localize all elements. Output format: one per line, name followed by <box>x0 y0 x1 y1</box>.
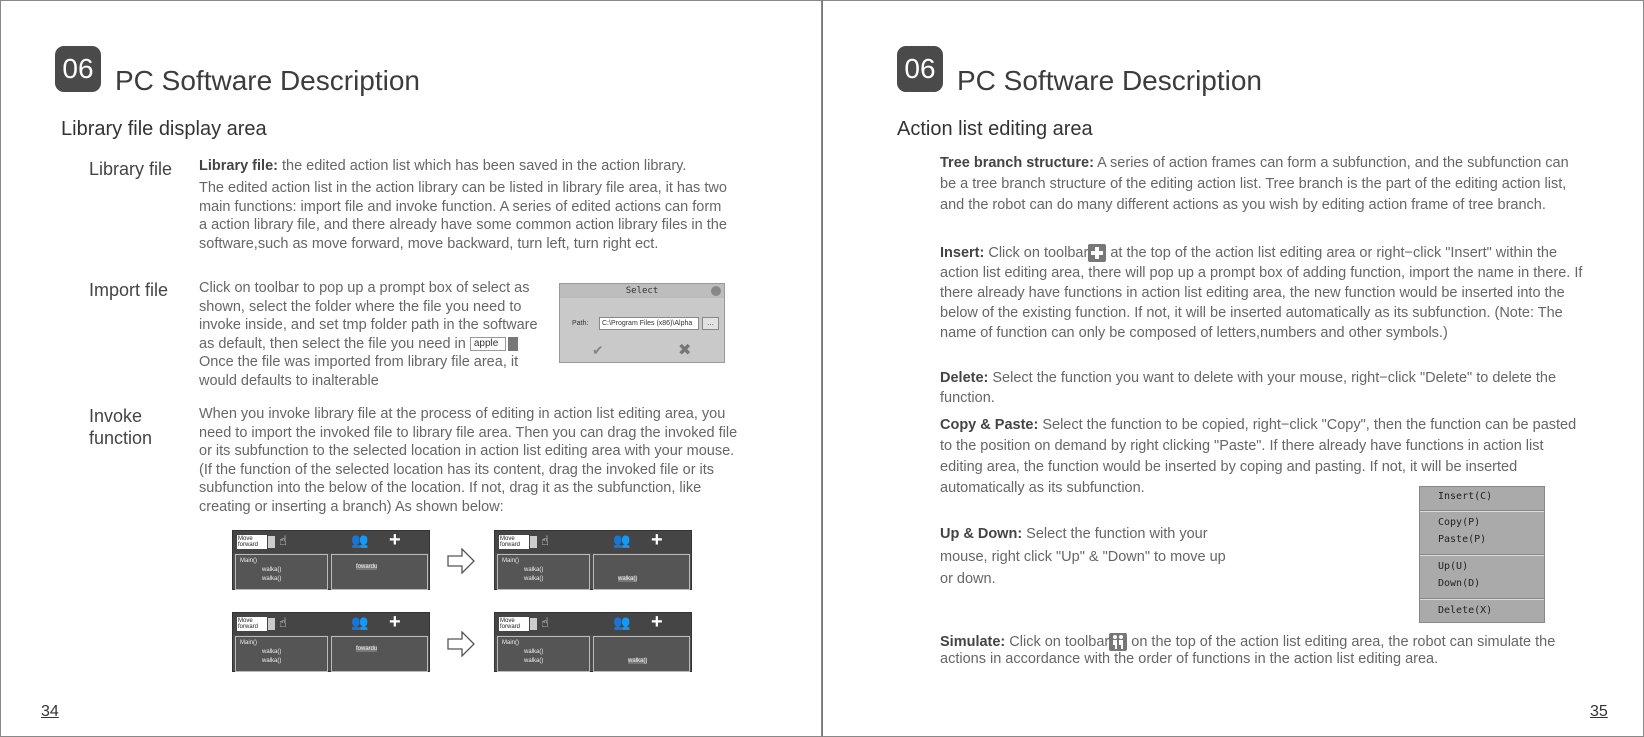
tree-main: Main() <box>502 558 520 564</box>
copy-paste-body: Select the function to be copied, right−click "Copy", then the function can be pasted to the position on demand by right clicking "Paste". If there already have functions in action list editing area, the function would be inserted by coping and pasting. If not, it will be inserted automatically as its subfunction. <box>940 417 1577 496</box>
chapter-badge: 06 <box>897 46 943 92</box>
simulate-toolbar-icon <box>1109 633 1127 651</box>
simulate-people-icon: 👥 <box>351 614 369 630</box>
import-file-label: Import file <box>89 280 169 300</box>
library-file-line: the edited action list which has been saved in the action library. <box>277 158 687 174</box>
delete-bold: Delete: <box>940 370 989 386</box>
library-walk: walka() <box>628 658 648 664</box>
up-down-bold: Up & Down: <box>940 526 1023 542</box>
select-dialog <box>559 283 725 363</box>
insert-plus-icon: + <box>651 611 663 633</box>
insert-plus-icon: + <box>651 529 663 551</box>
function-select: Move forward <box>237 535 267 549</box>
file-select-spinner[interactable] <box>508 337 518 351</box>
hand-cursor-icon: ☝ <box>541 615 549 630</box>
tree-walk: walka() <box>524 567 544 573</box>
tree-walk: walka() <box>524 649 544 655</box>
tree-main: Main() <box>240 558 258 564</box>
screenshot-before-2 <box>232 612 430 672</box>
file-select-box[interactable]: apple <box>470 337 506 351</box>
library-pane <box>331 636 428 672</box>
right-page <box>822 0 1644 737</box>
menu-item-up[interactable]: Up(U) <box>1438 561 1469 572</box>
select-spinner <box>530 536 537 548</box>
screenshot-before-1 <box>232 530 430 590</box>
section-title: Action list editing area <box>897 118 1093 140</box>
select-spinner <box>268 618 275 630</box>
function-select: Move forward <box>237 617 267 631</box>
browse-button[interactable]: ... <box>702 317 719 330</box>
insert-body-b: at the top of the action list editing area or right−click "Insert" within the action list editing area, there will pop up a prompt box of adding function, import the name in there. If there already have functions in action list editing area, the new function would be inserted into the below of the existing function. If not, it will be inserted automatically as its subfunction. (Note: The name of function can only be composed of letters,numbers and other symbols.) <box>940 245 1583 341</box>
tree-main: Main() <box>240 640 258 646</box>
tree-branch-text <box>940 153 1585 216</box>
tree-walk-2: walka() <box>524 658 544 664</box>
delete-text <box>940 368 1585 408</box>
import-file-text-b: Once the file was imported from library file area, it would defaults to inalterable <box>199 354 519 389</box>
section-title: Library file display area <box>61 118 267 140</box>
simulate-people-icon: 👥 <box>613 614 631 630</box>
select-spinner <box>530 618 537 630</box>
invoke-label-1: Invoke <box>89 406 143 426</box>
page-number: 34 <box>41 703 59 720</box>
function-select: Move forward <box>499 535 529 549</box>
library-walk: walka() <box>618 576 638 582</box>
insert-text <box>940 243 1585 343</box>
library-file-paragraph: The edited action list in the action library can be listed in library file area, it has two main functions: import file and invoke function. A series of edited actions can form a action library file, and there already have some common action library files in the software,such as move forward, move backward, turn left, turn right ect. <box>199 180 727 252</box>
simulate-people-icon: 👥 <box>613 532 631 548</box>
tree-branch-body: A series of action frames can form a subfunction, and the subfunction can be a tree branch structure of the editing action list. Tree branch is the part of the editing action list, and the robot can do many different actions as you wish by editing action frame of tree branch. <box>940 155 1569 213</box>
path-label: Path: <box>572 320 589 327</box>
tree-branch-bold: Tree branch structure: <box>940 155 1094 171</box>
arrow-right-icon <box>447 548 475 574</box>
insert-toolbar-icon <box>1088 244 1106 262</box>
invoke-label-2: function <box>89 428 153 448</box>
tree-walk: walka() <box>262 567 282 573</box>
menu-item-insert[interactable]: Insert(C) <box>1438 491 1493 502</box>
hand-cursor-icon: ☝ <box>279 533 287 548</box>
up-down-text <box>940 523 1235 591</box>
import-file-text-a: Click on toolbar to pop up a prompt box of select as shown, select the folder where the file you need to invoke inside, and set tmp folder path in the software as default, then select the file you need in <box>199 280 538 352</box>
tree-walk-2: walka() <box>262 576 282 582</box>
insert-plus-icon: + <box>389 611 401 633</box>
import-file-text <box>199 279 555 390</box>
menu-separator <box>1420 510 1544 512</box>
up-down-body: Select the function with your mouse, right click "Up" & "Down" to move up or down. <box>940 526 1226 587</box>
menu-item-paste[interactable]: Paste(P) <box>1438 534 1487 545</box>
insert-body-a: Click on toolbar <box>984 245 1089 261</box>
library-file-bold: Library file: <box>199 158 278 174</box>
dialog-title: Select <box>560 284 724 298</box>
simulate-body-a: Click on toolbar <box>1005 633 1110 650</box>
arrow-right-icon <box>447 631 475 657</box>
simulate-bold: Simulate: <box>940 633 1006 650</box>
invoke-text: When you invoke library file at the process of editing in action list editing area, you need to import the invoked file to library file area. Then you can drag the invoked file or its subfunction to the selected location in action list editing area with your mouse. (If the function of the selected location has its content, drag the invoked file or its subfunction into the below of the location. If not, drag it as the subfunction, like creating or inserting a branch) As shown below: <box>199 406 738 515</box>
library-file-intro <box>199 157 729 176</box>
path-input[interactable]: C:\Program Files (x86)\Alpha <box>599 317 699 330</box>
tree-walk-2: walka() <box>262 658 282 664</box>
hand-cursor-icon: ☝ <box>541 533 549 548</box>
library-pane <box>593 636 690 672</box>
delete-body: Select the function you want to delete with your mouse, right−click "Delete" to delete the function. <box>940 370 1557 406</box>
menu-item-delete[interactable]: Delete(X) <box>1438 605 1493 616</box>
confirm-check-icon[interactable]: ✔ <box>592 342 604 358</box>
select-spinner <box>268 536 275 548</box>
dialog-close-icon[interactable] <box>711 286 721 296</box>
simulate-people-icon: 👥 <box>351 532 369 548</box>
insert-plus-icon: + <box>389 529 401 551</box>
page-title: PC Software Description <box>115 65 421 96</box>
library-pane <box>593 554 690 590</box>
page-title: PC Software Description <box>957 65 1263 96</box>
menu-separator <box>1420 598 1544 600</box>
library-forward: fowardu <box>356 646 378 652</box>
menu-item-copy[interactable]: Copy(P) <box>1438 517 1481 528</box>
context-menu <box>1419 486 1545 623</box>
main-pane <box>497 636 590 672</box>
page-number: 35 <box>1590 703 1608 720</box>
main-pane <box>235 554 328 590</box>
tree-walk: walka() <box>262 649 282 655</box>
simulate-text <box>940 633 1585 667</box>
function-select: Move forward <box>499 617 529 631</box>
main-pane <box>497 554 590 590</box>
library-file-label: Library file <box>89 159 173 179</box>
insert-bold: Insert: <box>940 245 985 261</box>
library-forward: fowardu <box>356 564 378 570</box>
simulate-body-b: on the top of the action list editing area, the robot can simulate the actions in accordance with the order of functions in the action list editing area. <box>940 633 1556 667</box>
menu-item-down[interactable]: Down(D) <box>1438 578 1481 589</box>
cancel-x-icon[interactable]: ✖ <box>678 342 692 359</box>
screenshot-after-1 <box>494 530 692 590</box>
tree-walk-2: walka() <box>524 576 544 582</box>
copy-paste-bold: Copy & Paste: <box>940 417 1039 433</box>
screenshot-after-2 <box>494 612 692 672</box>
hand-cursor-icon: ☝ <box>279 615 287 630</box>
menu-separator <box>1420 554 1544 556</box>
chapter-badge: 06 <box>55 46 101 92</box>
tree-main: Main() <box>502 640 520 646</box>
main-pane <box>235 636 328 672</box>
library-pane <box>331 554 428 590</box>
